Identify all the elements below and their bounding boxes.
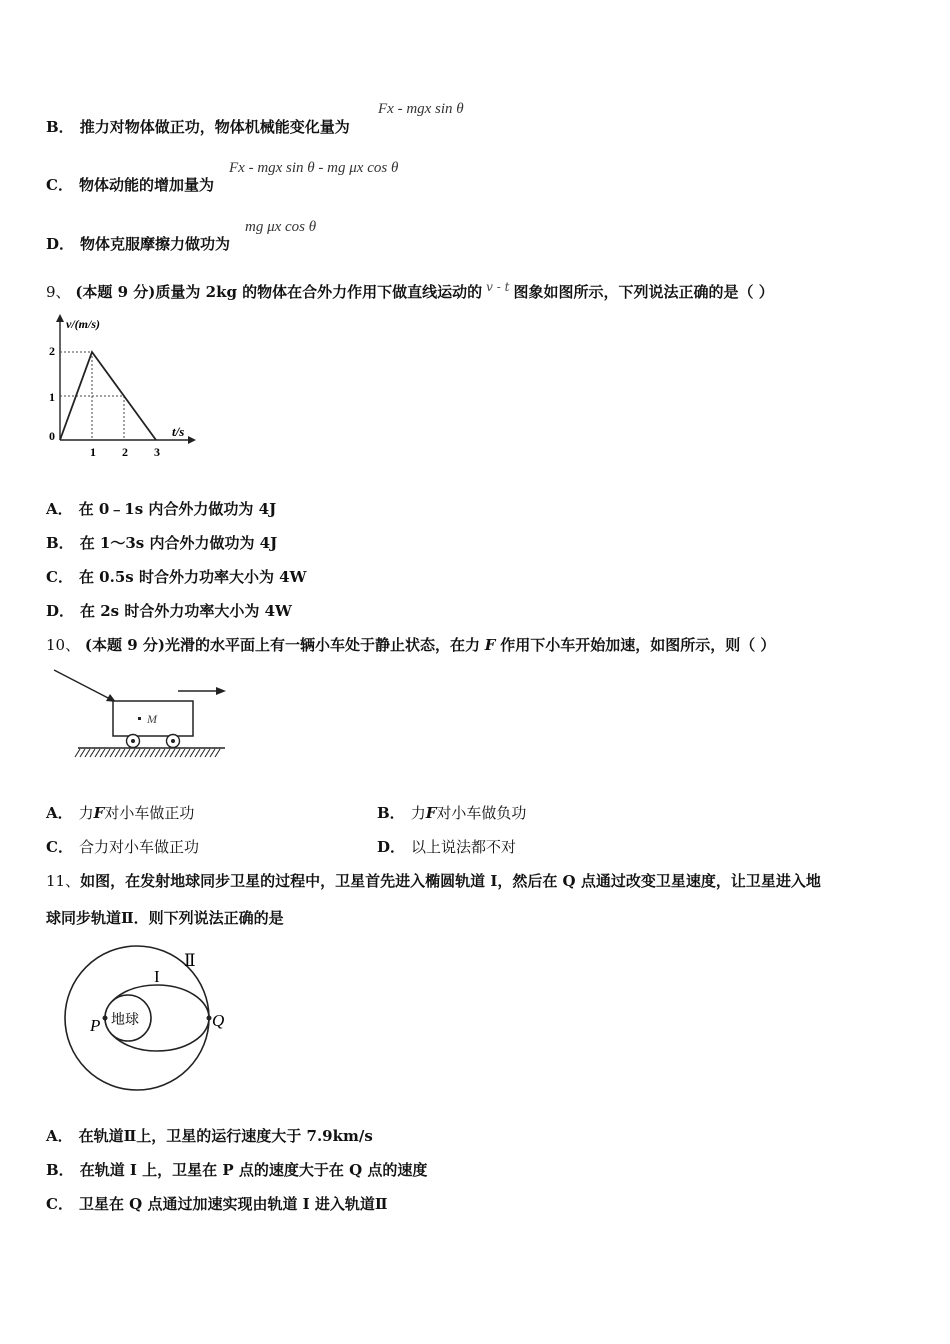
hatch-mark (135, 749, 140, 757)
q10-option-d (377, 836, 516, 857)
q10-option-a (46, 802, 194, 823)
hatch-mark (180, 749, 185, 757)
force-line (54, 670, 112, 700)
q8-b-formula: Fx - mgx sin θ (378, 101, 464, 117)
wheel-left-hub (131, 739, 135, 743)
option-force: F (93, 804, 105, 822)
q11-option-c (46, 1193, 388, 1214)
option-label: C． (46, 176, 73, 194)
y-tick-1: 1 (49, 390, 55, 404)
center-dot (138, 717, 141, 720)
q9-option-c (46, 566, 306, 587)
hatch-mark (130, 749, 135, 757)
hatch-mark (195, 749, 200, 757)
option-text: 在轨道Ⅱ上，卫星的运行速度大于 7.9km/s (78, 1127, 373, 1145)
option-post: 对小车做负功 (436, 804, 527, 822)
x-axis-label: t/s (172, 424, 185, 439)
y-axis-label: v/(m/s) (66, 317, 100, 331)
option-label: D． (46, 235, 75, 253)
stem-part-a: (本题 9 分)光滑的水平面上有一辆小车处于静止状态，在力 (84, 636, 480, 654)
hatch-mark (170, 749, 175, 757)
q11-stem-line1 (46, 870, 821, 891)
hatch-mark (80, 749, 85, 757)
stem-part-b: 作用下小车开始加速，如图所示，则（ ） (500, 636, 776, 654)
hatch-mark (100, 749, 105, 757)
option-label: A． (46, 804, 73, 822)
option-label: C． (46, 568, 73, 586)
hatch-mark (185, 749, 190, 757)
orbit-2-label: Ⅱ (184, 951, 196, 970)
q11-stem-line2 (46, 907, 284, 928)
hatch-mark (155, 749, 160, 757)
guide-lines (60, 352, 124, 440)
option-text: 合力对小车做正功 (78, 838, 199, 856)
option-force: F (425, 804, 437, 822)
q9-stem (46, 281, 774, 302)
q10-option-b (377, 802, 526, 823)
option-post: 对小车做正功 (104, 804, 195, 822)
hatch-mark (175, 749, 180, 757)
hatch-mark (190, 749, 195, 757)
hatch-mark (95, 749, 100, 757)
question-number: 11、 (46, 872, 81, 890)
y-tick-2: 2 (49, 344, 55, 358)
p-label: P (90, 1016, 101, 1035)
option-text: 推力对物体做正功，物体机械能变化量为 (79, 118, 350, 136)
option-text: 在 0﹣1s 内合外力做功为 4J (78, 500, 277, 518)
option-label: B． (377, 804, 405, 822)
q9-option-d (46, 600, 292, 621)
hatch-mark (75, 749, 80, 757)
x-tick-1: 1 (90, 445, 96, 459)
hatch-mark (205, 749, 210, 757)
hatch-mark (145, 749, 150, 757)
option-text: 在 2s 时合外力功率大小为 4W (80, 602, 292, 620)
stem-force: F (484, 636, 496, 654)
option-pre: 力 (78, 804, 94, 822)
hatch-mark (90, 749, 95, 757)
option-label: B． (46, 534, 74, 552)
option-text: 物体克服摩擦力做功为 (80, 235, 231, 253)
q8-d-formula: mg μx cos θ (245, 219, 317, 235)
question-number: 9、 (46, 283, 71, 301)
hatch-mark (150, 749, 155, 757)
q9-option-a (46, 498, 276, 519)
option-text: 卫星在 Q 点通过加速实现由轨道 I 进入轨道Ⅱ (78, 1195, 388, 1213)
hatch-mark (210, 749, 215, 757)
option-label: A． (46, 1127, 73, 1145)
hatch-mark (85, 749, 90, 757)
q8-c-formula: Fx - mgx sin θ - mg μx cos θ (229, 160, 399, 176)
stem-vt: v - t (486, 280, 510, 294)
q8-option-b (46, 116, 350, 137)
stem-text: 球同步轨道Ⅱ．则下列说法正确的是 (46, 909, 284, 927)
hatch-mark (215, 749, 220, 757)
option-label: D． (46, 602, 75, 620)
hatch-mark (125, 749, 130, 757)
point-q (207, 1016, 212, 1021)
orbit-figure (52, 940, 242, 1092)
option-text: 物体动能的增加量为 (78, 176, 214, 194)
wheel-right-hub (171, 739, 175, 743)
x-axis-arrow (188, 436, 196, 444)
option-text: 在 1～3s 内合外力做功为 4J (79, 534, 278, 552)
q8-option-c (46, 174, 214, 195)
hatch-mark (115, 749, 120, 757)
motion-arrow (216, 687, 226, 695)
option-label: B． (46, 118, 74, 136)
earth-label: 地球 (111, 1013, 139, 1028)
option-text: 以上说法都不对 (411, 838, 517, 856)
q8-option-d (46, 233, 230, 254)
hatch-mark (120, 749, 125, 757)
stem-part-a: (本题 9 分)质量为 2kg 的物体在合外力作用下做直线运动的 (75, 283, 483, 301)
x-tick-3: 3 (154, 445, 160, 459)
q9-option-b (46, 532, 277, 553)
vt-graph (44, 312, 204, 462)
ground-hatch (75, 749, 220, 757)
option-label: C． (46, 838, 73, 856)
stem-part-b: 图象如图所示，下列说法正确的是（ ） (513, 283, 774, 301)
option-pre: 力 (410, 804, 426, 822)
question-number: 10、 (46, 636, 81, 654)
option-label: D． (377, 838, 406, 856)
option-label: A． (46, 500, 73, 518)
option-text: 在轨道 I 上，卫星在 P 点的速度大于在 Q 点的速度 (79, 1161, 428, 1179)
q11-option-b (46, 1159, 427, 1180)
point-p (103, 1016, 108, 1021)
hatch-mark (165, 749, 170, 757)
q11-option-a (46, 1125, 373, 1146)
y-tick-0: 0 (49, 429, 55, 443)
cart-figure (48, 664, 238, 764)
hatch-mark (105, 749, 110, 757)
hatch-mark (140, 749, 145, 757)
option-label: B． (46, 1161, 74, 1179)
option-text: 在 0.5s 时合外力功率大小为 4W (78, 568, 307, 586)
y-axis-arrow (56, 314, 64, 322)
hatch-mark (110, 749, 115, 757)
mass-label: M (147, 712, 157, 726)
q10-option-c (46, 836, 199, 857)
orbit-1-label: I (154, 967, 160, 986)
q10-stem (46, 634, 775, 655)
hatch-mark (160, 749, 165, 757)
hatch-mark (200, 749, 205, 757)
x-tick-2: 2 (122, 445, 128, 459)
stem-text: 如图，在发射地球同步卫星的过程中，卫星首先进入椭圆轨道 I，然后在 Q 点通过改变卫星速度，让卫星进入地 (80, 872, 821, 890)
q-label: Q (212, 1011, 225, 1030)
option-label: C． (46, 1195, 73, 1213)
